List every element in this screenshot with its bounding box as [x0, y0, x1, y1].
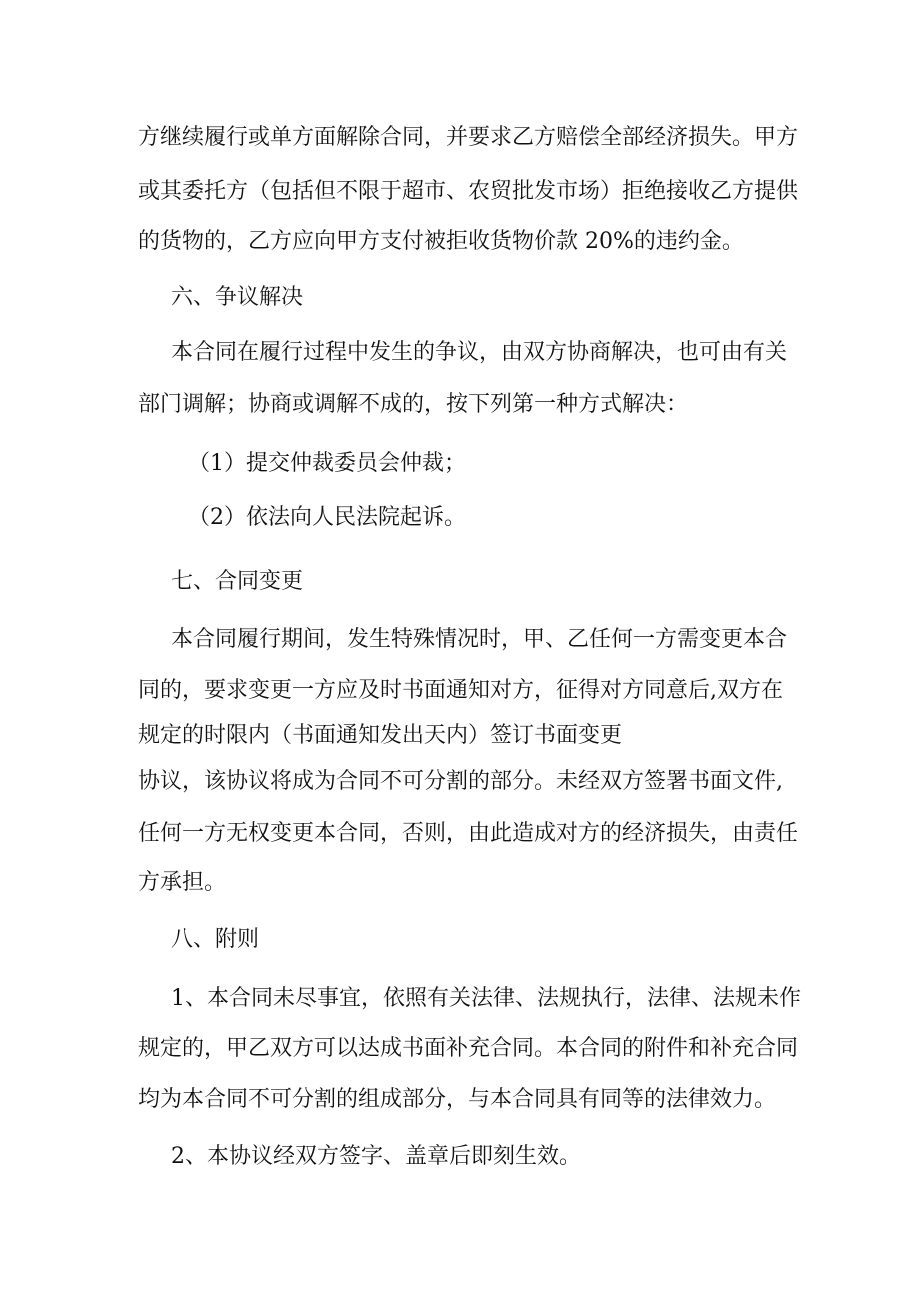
text-line: 协议，该协议将成为合同不可分割的部分。未经双方签署书面文件, — [138, 769, 783, 794]
text-line: 本合同履行期间，发生特殊情况时，甲、乙任何一方需变更本合 — [171, 627, 788, 652]
text-line: 任何一方无权变更本合同，否则，由此造成对方的经济损失，由责任 — [138, 821, 799, 846]
text-line: 部门调解；协商或调解不成的，按下列第一种方式解决： — [138, 392, 689, 417]
text-line: 规定的时限内（书面通知发出天内）签订书面变更 — [138, 723, 623, 748]
text-line: 2、本协议经双方签字、盖章后即刻生效。 — [171, 1144, 581, 1169]
text-line: 或其委托方（包括但不限于超市、农贸批发市场）拒绝接收乙方提供 — [138, 179, 799, 204]
section-heading: 六、争议解决 — [171, 285, 304, 310]
list-item: （1）提交仲裁委员会仲裁； — [188, 451, 466, 476]
text-line: 规定的，甲乙双方可以达成书面补充合同。本合同的附件和补充合同 — [138, 1036, 799, 1061]
text-line: 方继续履行或单方面解除合同，并要求乙方赔偿全部经济损失。甲方 — [138, 125, 799, 150]
text-line: 1、本合同未尽事宜，依照有关法律、法规执行，法律、法规未作 — [171, 986, 801, 1011]
section-heading: 七、合同变更 — [171, 569, 304, 594]
text-line: 的货物的，乙方应向甲方支付被拒收货物价款 20%的违约金。 — [138, 229, 744, 254]
text-line: 均为本合同不可分割的组成部分，与本合同具有同等的法律效力。 — [138, 1087, 777, 1112]
text-line: 本合同在履行过程中发生的争议，由双方协商解决，也可由有关 — [171, 340, 788, 365]
list-item: （2）依法向人民法院起诉。 — [188, 505, 466, 530]
text-line: 方承担。 — [138, 870, 227, 895]
text-line: 同的，要求变更一方应及时书面通知对方，征得对方同意后,双方在 — [138, 678, 783, 703]
section-heading: 八、附则 — [171, 927, 260, 952]
